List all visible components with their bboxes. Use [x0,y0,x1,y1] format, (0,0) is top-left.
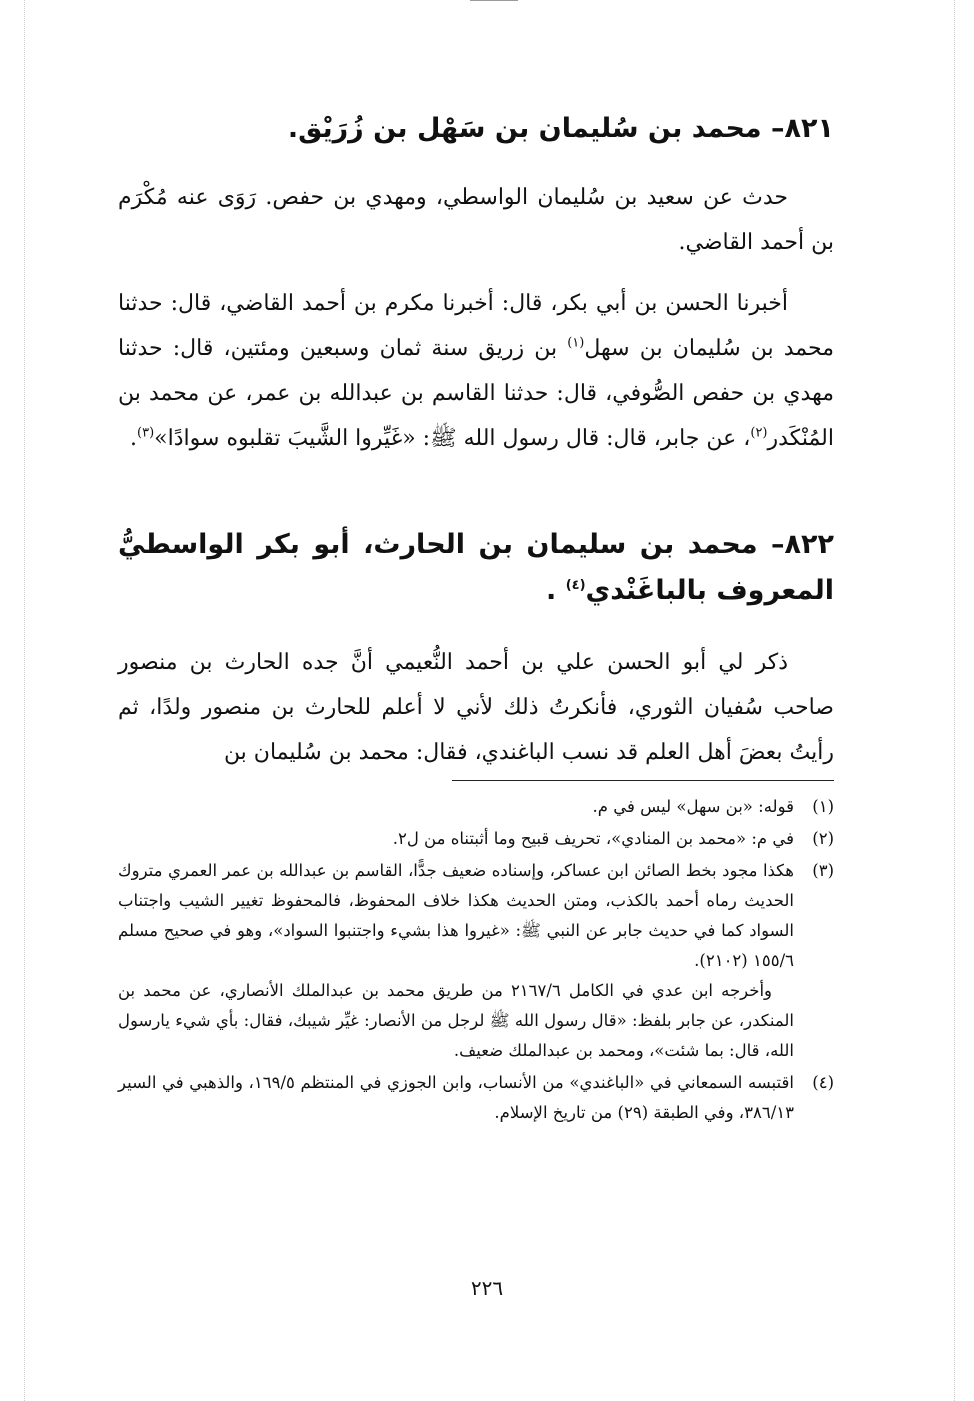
footnotes [118,792,834,1130]
footnote-item [118,856,834,1066]
entry-822-body-1 [118,640,834,775]
paragraph-text: حدث عن سعيد بن سُليمان الواسطي، ومهدي بن حفص. رَوَى عنه مُكْرَم بن أحمد القاضي. [118,185,834,255]
entry-heading [118,522,834,614]
paragraph-text: أخبرنا الحسن بن أبي بكر، قال: أخبرنا مكرم بن أحمد القاضي، قال: حدثنا محمد بن سُليمان بن سهل [118,291,834,361]
footnote-text [118,1068,794,1128]
footnote-ref[interactable]: (٣) [137,425,155,441]
footnote-ref[interactable]: (١) [567,335,585,351]
footnote-line: اقتبسه السمعاني في «الباغندي» من الأنساب، وابن الجوزي في المنتظم ١٦٩/٥، والذهبي في السير ٣٨٦/١٣، وفي الطبقة (٢٩) من تاريخ الإسلام. [118,1073,794,1122]
footnote-line: قوله: «بن سهل» ليس في م. [592,797,794,816]
footnote-line: هكذا مجود بخط الصائن ابن عساكر، وإسناده ضعيف جدًّا، القاسم بن عبدالله بن عمر العمري متروك الحديث رماه أحمد بالكذب، ومتن الحديث هكذا خلاف المحفوظ، فالمحفوظ تغيير الشيب واجتناب السواد كما في حديث جابر عن النبي ﷺ: «غيروا هذا بشيء واجتنبوا السواد»، وهو في صحيح مسلم ١٥٥/٦ (٢١٠٢). [118,861,794,970]
footnote-number: (٤) [812,1073,834,1092]
footnote-line: في م: «محمد بن المنادي»، تحريف قبيح وما أثبتناه من ل٢. [392,829,794,848]
entry-heading-text: ٨٢٢– محمد بن سليمان بن الحارث، أبو بكر الواسطيُّ المعروف بالباغَنْدي [118,529,834,606]
footnote-text [118,792,794,822]
paragraph-text: بن زريق سنة ثمان وسبعين ومئتين، قال: حدثنا مهدي بن حفص الصُّوفي، قال: حدثنا القاسم بن عبدالله بن عمر، عن محمد بن المُنْكَدر [118,336,834,451]
footnote-item [118,792,834,822]
paragraph-text: ذكر لي أبو الحسن علي بن أحمد النُّعيمي أنَّ جده الحارث بن منصور صاحب سُفيان الثوري، فأنكرتُ ذلك لأني لا أعلم للحارث بن منصور ولدًا، ثم رأيتُ بعضَ أهل العلم قد نسب الباغندي، فقال: محمد بن سُليمان بن [118,650,834,765]
entry-821 [118,106,834,152]
footnote-ref[interactable]: (٤) [565,578,586,593]
footnote-number: (٢) [812,829,834,848]
body-paragraph [118,281,834,461]
footnote-line: وأخرجه ابن عدي في الكامل ٢١٦٧/٦ من طريق محمد بن عبدالملك الأنصاري، عن محمد بن المنكدر، عن جابر بلفظ: «قال رسول الله ﷺ لرجل من الأنصار: غيِّر شيبك، فقال: بأي شيء يارسول الله، قال: بما شئت»، ومحمد بن عبدالملك ضعيف. [118,981,794,1060]
paragraph-text: ، عن جابر، قال: قال رسول الله ﷺ: «غَيِّروا الشَّيبَ تقلبوه سوادًا» [154,426,751,451]
footnote-number: (١) [812,797,834,816]
footnote-item [118,1068,834,1128]
page-number: ٢٢٦ [470,1276,504,1300]
entry-821-body-1 [118,175,834,265]
footnote-ref[interactable]: (٢) [750,425,768,441]
body-paragraph [118,175,834,265]
footnote-separator [452,780,834,781]
footnote-text [118,824,794,854]
paragraph-text: . [130,426,138,451]
entry-heading-end: . [546,575,557,606]
entry-heading: ٨٢١– محمد بن سُليمان بن سَهْل بن زُرَيْق. [287,113,834,144]
top-edge-mark [470,0,518,1]
scan-border-line [954,0,955,1401]
entry-821-body-2 [118,281,834,461]
footnote-text [118,856,794,1066]
scan-border-line [24,0,25,1401]
entry-822 [118,522,834,614]
footnote-number: (٣) [812,861,834,880]
body-paragraph [118,640,834,775]
footnote-item [118,824,834,854]
